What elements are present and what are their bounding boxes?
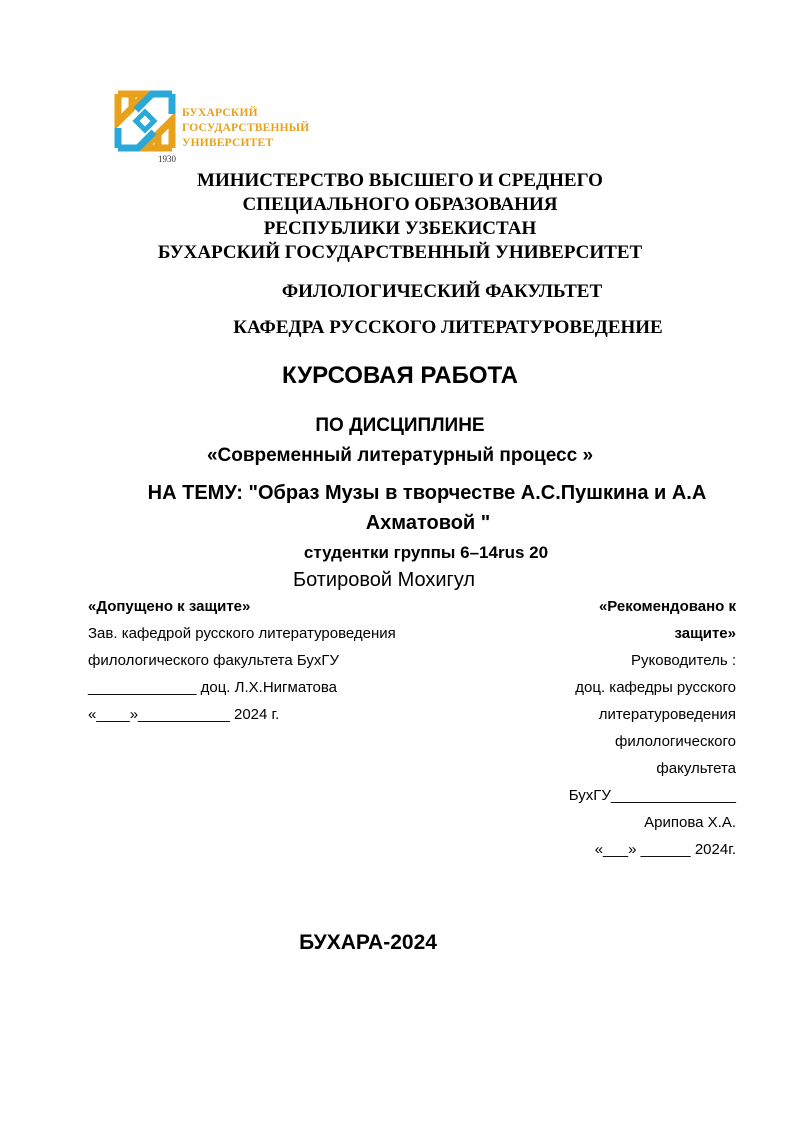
- university-name: БУХАРСКИЙ ГОСУДАРСТВЕННЫЙ УНИВЕРСИТЕТ: [157, 242, 643, 263]
- admission-signature-line: _____________ доц. Л.Х.Нигматова: [88, 679, 338, 696]
- supervisor-line-2: литературоведения: [598, 706, 736, 723]
- logo-line-2: ГОСУДАРСТВЕННЫЙ: [182, 122, 310, 134]
- ministry-line-1: МИНИСТЕРСТВО ВЫСШЕГО И СРЕДНЕГО: [197, 170, 603, 191]
- supervisor-signature-line: БухГУ_______________: [568, 787, 736, 804]
- supervisor-line-3: филологического: [615, 733, 736, 750]
- logo-wordmark: [182, 106, 309, 151]
- recommendation-block: [500, 598, 736, 868]
- faculty-name: ФИЛОЛОГИЧЕСКИЙ ФАКУЛЬТЕТ: [281, 281, 603, 302]
- ministry-line-3: РЕСПУБЛИКИ УЗБЕКИСТАН: [263, 218, 537, 239]
- discipline-name: «Современный литературный процесс »: [206, 445, 594, 466]
- topic-line-1: НА ТЕМУ: "Образ Музы в творчестве А.С.Пушкина и А.А: [147, 482, 707, 504]
- university-emblem-icon: [112, 88, 178, 154]
- topic-line-2: Ахматовой ": [365, 512, 491, 534]
- logo-year: 1930: [158, 154, 176, 164]
- admission-block: [88, 598, 508, 733]
- student-group: студентки группы 6–14rus 20: [303, 543, 549, 562]
- ministry-line-2: СПЕЦИАЛЬНОГО ОБРАЗОВАНИЯ: [242, 194, 558, 215]
- university-logo: [112, 88, 352, 168]
- logo-line-1: БУХАРСКИЙ: [182, 107, 258, 119]
- admission-line-2: филологического факультета БухГУ: [88, 652, 340, 669]
- recommendation-heading-1: «Рекомендовано к: [598, 598, 736, 615]
- supervisor-line-4: факультета: [656, 760, 736, 777]
- discipline-label: ПО ДИСЦИПЛИНЕ: [315, 415, 485, 436]
- supervisor-name: Арипова Х.А.: [644, 814, 736, 831]
- supervisor-line-1: доц. кафедры русского: [575, 679, 736, 696]
- recommendation-heading-2: защите»: [674, 625, 736, 642]
- city-year: БУХАРА-2024: [299, 931, 437, 954]
- admission-heading: «Допущено к защите»: [88, 598, 251, 615]
- admission-line-1: Зав. кафедрой русского литературоведения: [88, 625, 396, 642]
- logo-line-3: УНИВЕРСИТЕТ: [182, 137, 274, 149]
- department-name: КАФЕДРА РУССКОГО ЛИТЕРАТУРОВЕДЕНИЕ: [233, 317, 663, 338]
- admission-date-line: «____»___________ 2024 г.: [88, 706, 280, 723]
- student-name: Ботировой Мохигул: [292, 569, 476, 591]
- supervisor-label: Руководитель :: [631, 652, 736, 669]
- supervisor-date-line: «___» ______ 2024г.: [594, 841, 736, 858]
- work-type-title: КУРСОВАЯ РАБОТА: [281, 362, 518, 389]
